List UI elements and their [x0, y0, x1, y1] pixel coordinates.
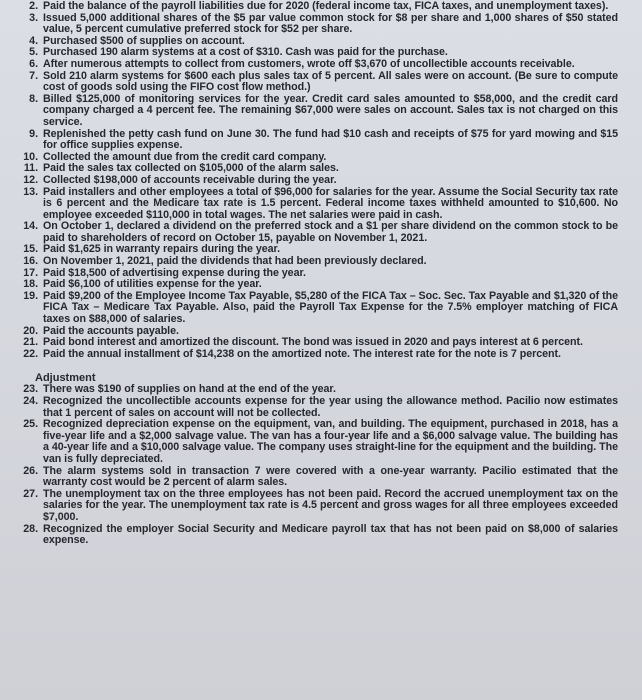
item-text: Purchased 190 alarm systems at a cost of $310. Cash was paid for the purchase.	[43, 46, 448, 59]
item-number: 27.	[23, 487, 38, 500]
item-number: 16.	[23, 255, 38, 268]
item-text: Paid $18,500 of advertising expense during the year.	[43, 266, 306, 279]
item-text: Paid the accounts payable.	[43, 324, 179, 337]
item-text: Paid $1,625 in warranty repairs during the year.	[43, 243, 280, 256]
item-number: 8.	[29, 92, 38, 105]
list-item	[20, 256, 618, 268]
item-number: 14.	[23, 220, 38, 233]
item-text: On November 1, 2021, paid the dividends that had been previously declared.	[43, 255, 427, 268]
item-number: 22.	[23, 347, 38, 360]
item-number: 10.	[23, 150, 38, 163]
list-item	[20, 291, 618, 326]
item-number: 17.	[23, 266, 38, 279]
item-number: 19.	[23, 289, 38, 302]
item-number: 21.	[23, 336, 38, 349]
item-text: After numerous attempts to collect from customers, wrote off $3,670 of uncollectible accounts receivable.	[43, 57, 575, 70]
list-item	[20, 489, 618, 524]
item-text: Recognized the uncollectible accounts expense for the year using the allowance method. Pacilio now estimates that 1 percent of sales on account will not be collected.	[43, 395, 618, 419]
item-number: 12.	[23, 173, 38, 186]
list-item	[20, 94, 618, 129]
item-number: 23.	[23, 383, 38, 396]
item-text: Paid bond interest and amortized the discount. The bond was issued in 2020 and pays interest at 6 percent.	[43, 336, 583, 349]
item-text: Paid the annual installment of $14,238 on the amortized note. The interest rate for the note is 7 percent.	[43, 347, 561, 360]
item-number: 13.	[23, 185, 38, 198]
item-number: 2.	[29, 0, 38, 12]
list-item	[20, 466, 618, 489]
item-number: 5.	[29, 46, 38, 59]
item-number: 4.	[29, 34, 38, 47]
item-number: 15.	[23, 243, 38, 256]
item-text: On October 1, declared a dividend on the preferred stock and a $1 per share dividend on the common stock to be paid to shareholders of record on October 15, payable on November 1, 2021.	[43, 220, 618, 244]
item-number: 3.	[29, 11, 38, 24]
list-item	[20, 396, 618, 419]
list-item	[20, 13, 618, 36]
item-text: Collected the amount due from the credit card company.	[43, 150, 327, 163]
item-text: Sold 210 alarm systems for $600 each plus sales tax of 5 percent. All sales were on account. (Be sure to compute cost of goods sold using the FIFO cost flow method.)	[43, 69, 618, 94]
item-text: Issued 5,000 additional shares of the $5 par value common stock for $8 per share and 1,000 shares of $50 stated value, 5 percent cumulative preferred stock for $52 per share.	[43, 11, 618, 36]
item-number: 24.	[23, 395, 38, 407]
item-number: 6.	[29, 57, 38, 70]
list-item	[20, 1, 618, 13]
list-item	[20, 59, 618, 71]
adjustment-heading: Adjustment	[35, 372, 96, 385]
item-number: 9.	[29, 127, 38, 140]
item-number: 7.	[29, 69, 38, 82]
item-text: Billed $125,000 of monitoring services for the year. Credit card sales amounted to $58,000, and the credit card company charged a 4 percent fee. The remaining $67,000 were sales on account. Sales tax is not charged on this service.	[43, 92, 618, 128]
list-item	[20, 71, 618, 94]
item-text: Collected $198,000 of accounts receivable during the year.	[43, 173, 337, 186]
item-text: Paid $9,200 of the Employee Income Tax Payable, $5,280 of the FICA Tax – Soc. Sec. Tax Payable and $1,320 of the FICA Tax – Medicare Tax Payable. Also, paid the Payroll Tax Expense for the 7.5% employer matching of FICA taxes on $88,000 of salaries.	[43, 289, 618, 326]
item-text: The unemployment tax on the three employees has not been paid. Record the accrued unemployment tax on the salaries for the year. The unemployment tax rate is 4.5 percent and gross wages for all three employees exceeded $7,000.	[43, 487, 618, 523]
item-number: 20.	[23, 324, 38, 337]
item-text: Recognized the employer Social Security and Medicare payroll tax that has not been paid on $8,000 of salaries expense.	[43, 522, 618, 547]
list-item	[20, 419, 618, 465]
item-number: 25.	[23, 418, 38, 431]
item-number: 18.	[23, 278, 38, 291]
item-number: 11.	[23, 162, 38, 175]
item-text: Purchased $500 of supplies on account.	[43, 34, 245, 47]
list-item	[20, 187, 618, 222]
item-text: There was $190 of supplies on hand at the end of the year.	[43, 383, 336, 396]
list-item	[20, 221, 618, 244]
list-item	[20, 129, 618, 152]
list-item	[20, 349, 618, 361]
item-text: Paid $6,100 of utilities expense for the year.	[43, 278, 262, 291]
item-text: Recognized depreciation expense on the equipment, van, and building. The equipment, purchased in 2018, has a five-year life and a $2,000 salvage value. The van has a four-year life and a $6,000 salvage value. The building has a 40-year life and a $10,000 salvage value. The company uses straight-line for the equipment and the building. The van is fully depreciated.	[43, 418, 618, 465]
item-text: Replenished the petty cash fund on June 30. The fund had $10 cash and receipts of $75 for yard mowing and $15 for office supplies expense.	[43, 127, 618, 152]
list-item	[20, 175, 618, 187]
item-number: 28.	[23, 522, 38, 535]
item-number: 26.	[23, 464, 38, 477]
item-text: The alarm systems sold in transaction 7 were covered with a one-year warranty. Pacilio estimated that the warranty cost would be 2 percent of alarm sales.	[43, 464, 618, 489]
item-text: Paid installers and other employees a total of $96,000 for salaries for the year. Assume the Social Security tax rate is 6 percent and the Medicare tax rate is 1.5 percent. Federal income taxes withheld amounted to $10,600. No employee exceeded $110,000 in total wages. The net salaries were paid in cash.	[43, 185, 618, 221]
item-text: Paid the sales tax collected on $105,000 of the alarm sales.	[43, 162, 339, 175]
item-text: Paid the balance of the payroll liabilities due for 2020 (federal income tax, FICA taxes, and unemployment taxes).	[43, 0, 609, 12]
list-item	[20, 524, 618, 547]
